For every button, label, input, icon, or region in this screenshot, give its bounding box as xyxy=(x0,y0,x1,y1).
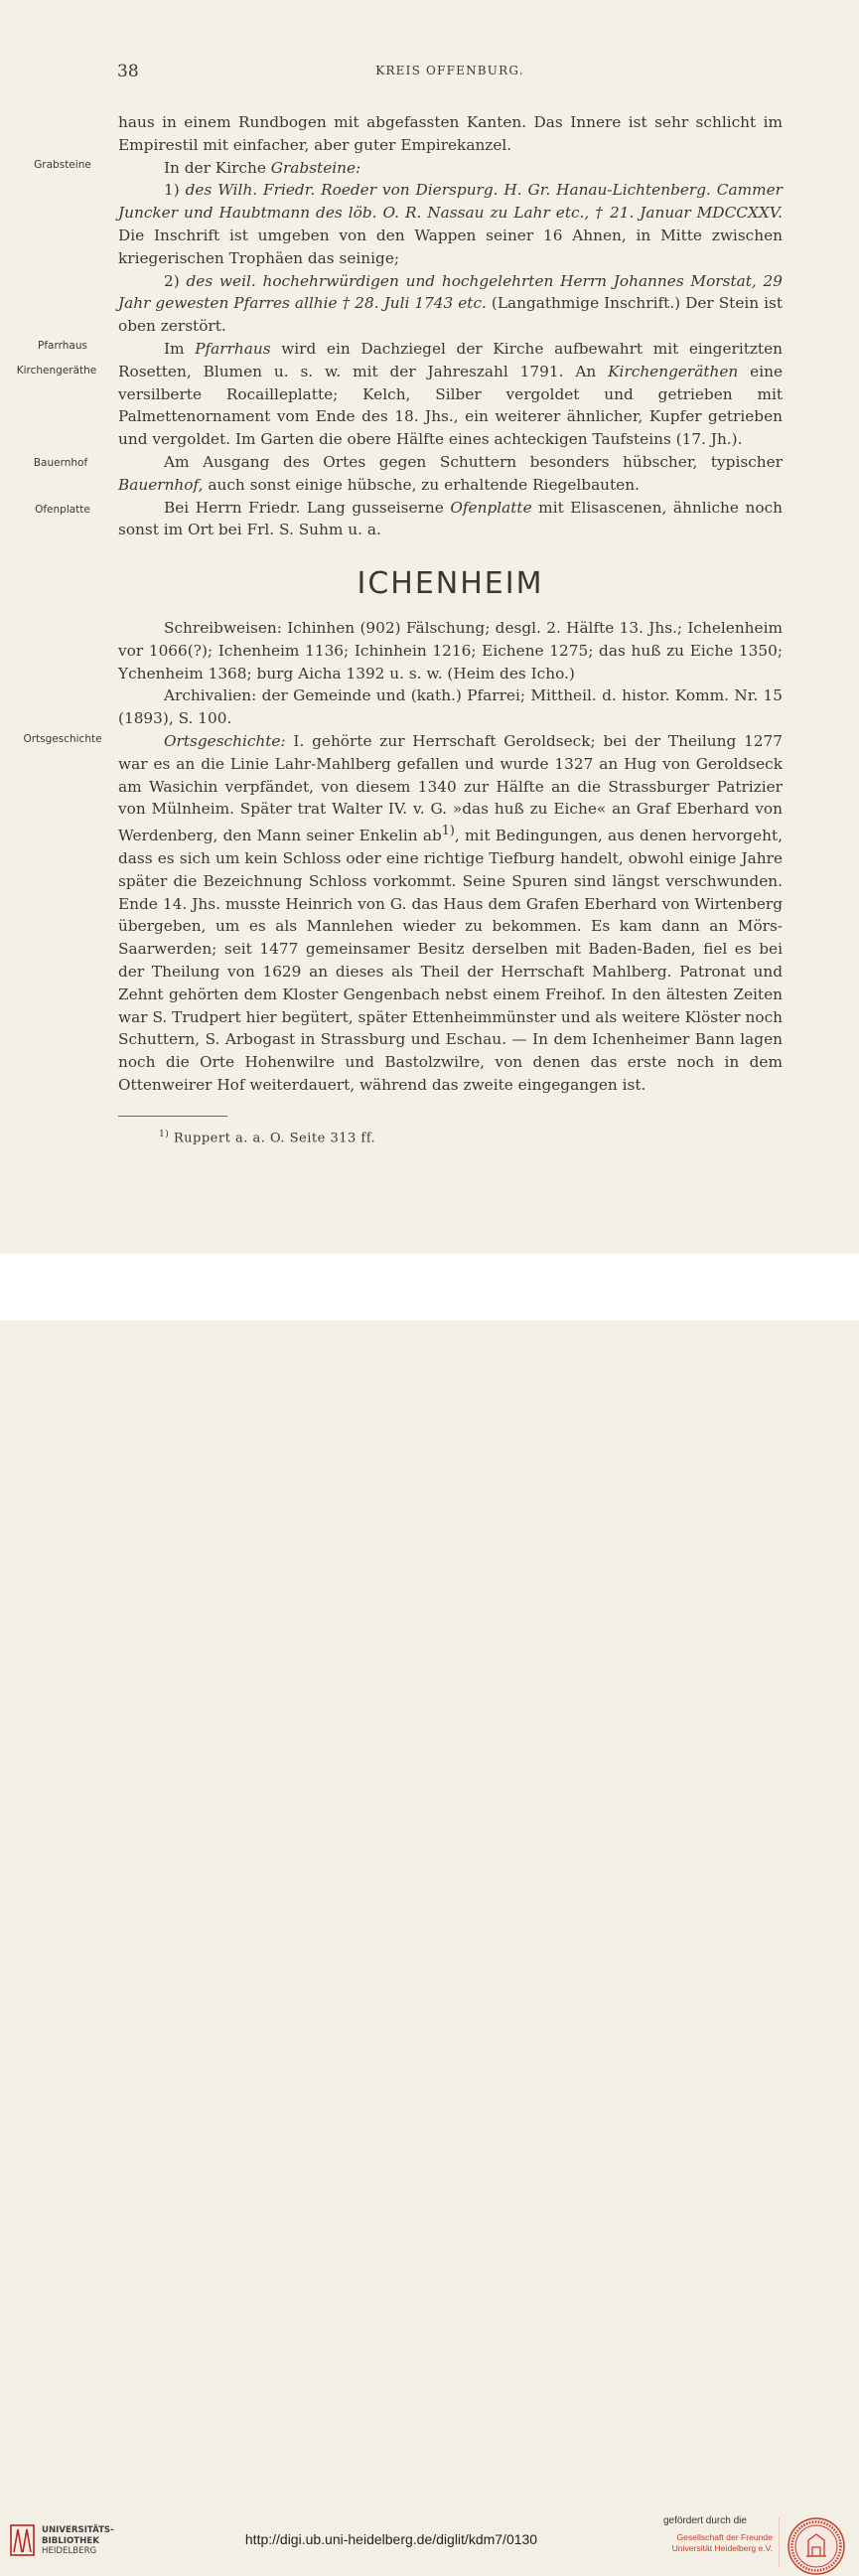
paragraph xyxy=(118,157,783,180)
text: auch sonst einige hübsche, zu erhaltende Riegelbauten. xyxy=(203,475,640,494)
text: I. gehörte zur Herrschaft Geroldseck; bei der Theilung 1277 war es an die Linie Lahr-Mahlberg gefallen und wurde 1327 an Hug von Geroldseck am Wasichin verpfändet, von diesem 1340 zur Hälfte an die Strassburger Patrizier von Mülnheim. Später trat Walter IV. v. G. »das huß zu Eiche« an Graf Eberhard von Werdenberg, den Mann seiner Enkelin ab xyxy=(118,731,783,845)
running-head: KREIS OFFENBURG. xyxy=(375,64,524,77)
library-name xyxy=(42,2525,114,2557)
sponsor-divider xyxy=(779,2517,780,2567)
footnote-reference[interactable]: 1) xyxy=(441,824,455,839)
margin-note-bauernhof: Bauernhof xyxy=(33,457,88,469)
footnote-mark: 1) xyxy=(159,1130,170,1139)
margin-note-ofenplatte: Ofenplatte xyxy=(35,504,90,516)
margin-note-kirchengeraethe: Kirchengeräthe xyxy=(16,365,97,377)
upper-text xyxy=(118,111,783,541)
emphasis: des Wilh. Friedr. Roeder von Dierspurg. H. Gr. Hanau-Lichtenberg. Cammer Juncker und Haubtmann des löb. O. R. Nassau zu Lahr etc., † 21. Januar MDCCXXV. xyxy=(118,181,783,223)
text: 1) xyxy=(164,181,186,200)
text: Schreibweisen: Ichinhen (902) Fälschung; desgl. 2. Hälfte 13. Jhs.; Ichelenheim vor 1066(?); Ichenheim 1136; Ichinhein 1216; Eichene 1275; das huß zu Eiche 1350; Ychenheim 1368; burg Aicha 1392 u. s. w. (Heim des Icho.) xyxy=(118,619,783,682)
emphasis: Kirchengeräthen xyxy=(608,362,739,380)
footnote xyxy=(159,1130,375,1145)
scanned-page xyxy=(0,0,859,1254)
university-seal-icon[interactable] xyxy=(787,2516,846,2576)
footnote-text: Ruppert a. a. O. Seite 313 ff. xyxy=(169,1131,376,1146)
margin-note-grabsteine: Grabsteine xyxy=(34,159,91,171)
paragraph xyxy=(118,497,783,542)
library-line: UNIVERSITÄTS- xyxy=(42,2525,114,2535)
paragraph xyxy=(118,730,783,1097)
emphasis: Pfarrhaus xyxy=(195,339,271,358)
paragraph xyxy=(118,111,783,157)
bottom-bar xyxy=(0,1254,859,2556)
sponsor-line: Gesellschaft der Freunde xyxy=(676,2532,773,2542)
paragraph xyxy=(118,270,783,338)
emphasis: Ortsgeschichte: xyxy=(164,731,286,750)
paragraph xyxy=(118,451,783,497)
margin-note-pfarrhaus: Pfarrhaus xyxy=(38,340,87,352)
text: eine versilberte Rocailleplatte; Kelch, Silber vergoldet und getrieben mit Palmettenornament vom Ende des 18. Jhs., ein weiterer ähnlicher, Kupfer getrieben und vergoldet. Im Garten die obere Hälfte eines achteckigen Taufsteins (17. Jh.). xyxy=(118,362,783,449)
library-line: HEIDELBERG xyxy=(42,2546,97,2556)
footnote-rule xyxy=(118,1116,227,1117)
emphasis: Grabsteine: xyxy=(270,158,361,177)
permalink-url[interactable]: http://digi.ub.uni-heidelberg.de/diglit/kdm7/0130 xyxy=(244,2531,538,2547)
library-logo-icon[interactable] xyxy=(10,2524,35,2556)
text: Bei Herrn Friedr. Lang gusseiserne xyxy=(164,498,451,517)
lower-text xyxy=(118,617,783,1097)
emphasis: des weil. hochehrwürdigen und hochgelehrten Herrn Johannes Morstat, 29 Jahr gewesten Pfarres allhie † 28. Juli 1743 etc. xyxy=(118,271,783,313)
text: Am Ausgang des Ortes gegen Schuttern besonders hübscher, typischer xyxy=(164,452,783,471)
text: 2) xyxy=(164,271,187,290)
paragraph xyxy=(118,617,783,684)
text: Archivalien: der Gemeinde und (kath.) Pfarrei; Mittheil. d. histor. Komm. Nr. 15 (1893), S. 100. xyxy=(118,686,783,728)
text: mit Elisascenen, ähnliche noch sonst im Ort bei Frl. S. Suhm u. a. xyxy=(118,498,783,539)
page-header xyxy=(117,62,783,85)
sponsor-name xyxy=(636,2532,773,2554)
text: , mit Bedingungen, aus denen hervorgeht, dass es sich um kein Schloss oder eine richtige Tiefburg handelt, obwohl einige Jahre später die Bezeichnung Schloss vorkommt. Seine Spuren sind längst verschwunden. Ende 14. Jhs. musste Heinrich von G. das Haus dem Grafen Eberhard von Wirtenberg übergeben, um es als Mannlehen wieder zu bekommen. Es kam dann an Mörs-Saarwerden; seit 1477 gemeinsamer Besitz derselben mit Baden-Baden, fiel es bei der Theilung von 1629 an dieses als Theil der Herrschaft Mahlberg. Patronat und Zehnt gehörten dem Kloster Gengenbach nebst einem Freihof. In den ältesten Zeiten war S. Trudpert hier begütert, später Ettenheimmünster und als weitere Klöster noch Schuttern, S. Arbogast in Strassburg und Eschau. — In dem Ichenheimer Bann lagen noch die Orte Hohenwilre und Bastolzwilre, von denen das erste noch in dem Ottenweirer Hof weiterdauert, während das zweite eingegangen ist. xyxy=(118,827,783,1095)
text: wird ein Dachziegel der Kirche aufbewahrt mit eingeritzten Rosetten, Blumen u. s. w. mit der Jahreszahl 1791. An xyxy=(118,339,783,380)
paragraph xyxy=(118,338,783,451)
sponsor-label: gefördert durch die xyxy=(663,2515,747,2526)
text: In der Kirche xyxy=(164,158,271,177)
emphasis: Ofenplatte xyxy=(450,498,532,517)
text: haus in einem Rundbogen mit abgefassten Kanten. Das Innere ist sehr schlicht im Empirestil mit einfacher, aber guter Empirekanzel. xyxy=(118,113,783,154)
emphasis: Bauernhof, xyxy=(118,475,204,494)
paragraph xyxy=(118,684,783,730)
text: Im xyxy=(164,339,196,358)
section-title: ICHENHEIM xyxy=(357,566,544,601)
text: (Langathmige Inschrift.) Der Stein ist oben zerstört. xyxy=(118,294,783,336)
text: Die Inschrift ist umgeben von den Wappen seiner 16 Ahnen, in Mitte zwischen kriegerischen Trophäen das seinige; xyxy=(118,226,783,267)
paragraph xyxy=(118,179,783,269)
sponsor-line: Universität Heidelberg e.V. xyxy=(671,2543,773,2553)
library-line: BIBLIOTHEK xyxy=(42,2535,99,2546)
page-number: 38 xyxy=(117,62,139,81)
margin-note-ortsgeschichte: Ortsgeschichte xyxy=(23,733,102,745)
